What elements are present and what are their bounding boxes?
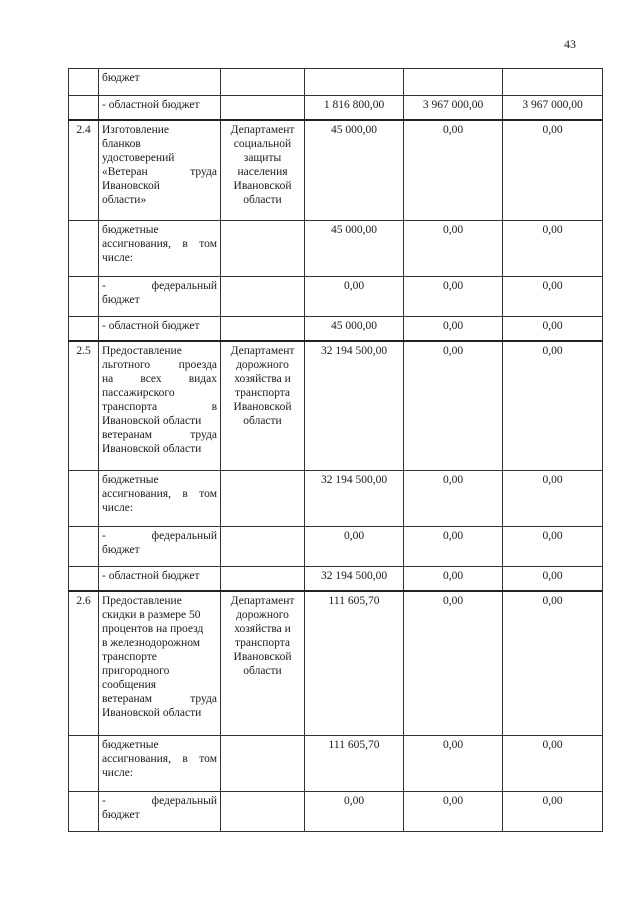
cell-amount-3: 0,00 [503,221,603,277]
cell-desc: - областной бюджет [99,567,221,591]
cell-num [69,567,99,591]
cell-amount-3 [503,69,603,96]
cell-amount-2: 0,00 [404,277,503,317]
cell-exec: Департамент дорожного хозяйства и транспорта Ивановской области [221,341,305,471]
page-number: 43 [564,37,576,51]
cell-amount-3: 0,00 [503,120,603,221]
cell-exec [221,221,305,277]
cell-amount-2: 0,00 [404,221,503,277]
cell-exec: Департамент дорожного хозяйства и транспорта Ивановской области [221,591,305,736]
cell-amount-3: 0,00 [503,471,603,527]
table-row [69,221,603,277]
table-row [69,471,603,527]
cell-exec: Департамент социальной защиты населения Ивановской области [221,120,305,221]
cell-num [69,96,99,120]
table-row [69,341,603,471]
cell-amount-3: 0,00 [503,792,603,832]
cell-num: 2.5 [69,341,99,471]
cell-desc: - федеральный бюджет [99,277,221,317]
cell-amount-3: 0,00 [503,736,603,792]
cell-amount-1: 0,00 [305,277,404,317]
cell-desc: бюджетные ассигнования, в том числе: [99,221,221,277]
cell-amount-1: 32 194 500,00 [305,471,404,527]
table-row [69,527,603,567]
cell-amount-3: 0,00 [503,591,603,736]
table-row [69,567,603,591]
cell-desc: бюджетные ассигнования, в том числе: [99,471,221,527]
table-row [69,120,603,221]
cell-amount-3: 3 967 000,00 [503,96,603,120]
cell-num [69,221,99,277]
cell-amount-3: 0,00 [503,341,603,471]
cell-desc: - областной бюджет [99,96,221,120]
cell-desc: бюджет [99,69,221,96]
cell-amount-3: 0,00 [503,277,603,317]
cell-exec [221,792,305,832]
cell-amount-1: 45 000,00 [305,221,404,277]
cell-exec [221,277,305,317]
cell-desc: - областной бюджет [99,317,221,341]
cell-num [69,792,99,832]
cell-amount-2: 0,00 [404,567,503,591]
cell-amount-1: 111 605,70 [305,736,404,792]
table-row [69,277,603,317]
cell-exec [221,69,305,96]
cell-num [69,277,99,317]
cell-amount-1: 111 605,70 [305,591,404,736]
cell-amount-1: 1 816 800,00 [305,96,404,120]
cell-exec [221,96,305,120]
cell-amount-2: 0,00 [404,736,503,792]
cell-desc: Предоставление скидки в размере 50 процентов на проезд в железнодорожном транспорте пригородного сообщения ветеранам труда Ивановской области [99,591,221,736]
cell-amount-1 [305,69,404,96]
cell-amount-2: 0,00 [404,120,503,221]
cell-amount-3: 0,00 [503,527,603,567]
cell-desc: Предоставление льготного проезда на всех видах пассажирского транспорта в Ивановской области ветеранам труда Ивановской области [99,341,221,471]
cell-num: 2.6 [69,591,99,736]
cell-desc: бюджетные ассигнования, в том числе: [99,736,221,792]
cell-num: 2.4 [69,120,99,221]
cell-amount-2: 0,00 [404,341,503,471]
cell-exec [221,527,305,567]
cell-desc: - федеральный бюджет [99,527,221,567]
cell-amount-3: 0,00 [503,317,603,341]
table-row [69,792,603,832]
table-row [69,591,603,736]
cell-exec [221,567,305,591]
cell-amount-2: 0,00 [404,317,503,341]
cell-amount-1: 45 000,00 [305,317,404,341]
cell-amount-2: 0,00 [404,591,503,736]
cell-exec [221,317,305,341]
table-row [69,317,603,341]
cell-desc: Изготовление бланков удостоверений «Ветеран труда Ивановской области» [99,120,221,221]
cell-amount-1: 0,00 [305,792,404,832]
cell-num [69,471,99,527]
cell-exec [221,736,305,792]
cell-amount-2: 0,00 [404,527,503,567]
cell-amount-1: 32 194 500,00 [305,567,404,591]
cell-exec [221,471,305,527]
cell-amount-1: 0,00 [305,527,404,567]
cell-num [69,527,99,567]
cell-num [69,317,99,341]
cell-num [69,69,99,96]
table-row [69,96,603,120]
budget-table [68,68,603,832]
cell-amount-2: 3 967 000,00 [404,96,503,120]
cell-amount-2 [404,69,503,96]
cell-amount-3: 0,00 [503,567,603,591]
cell-amount-2: 0,00 [404,471,503,527]
table-row [69,736,603,792]
cell-amount-1: 32 194 500,00 [305,341,404,471]
cell-amount-2: 0,00 [404,792,503,832]
cell-num [69,736,99,792]
cell-desc: - федеральный бюджет [99,792,221,832]
cell-amount-1: 45 000,00 [305,120,404,221]
table-row [69,69,603,96]
